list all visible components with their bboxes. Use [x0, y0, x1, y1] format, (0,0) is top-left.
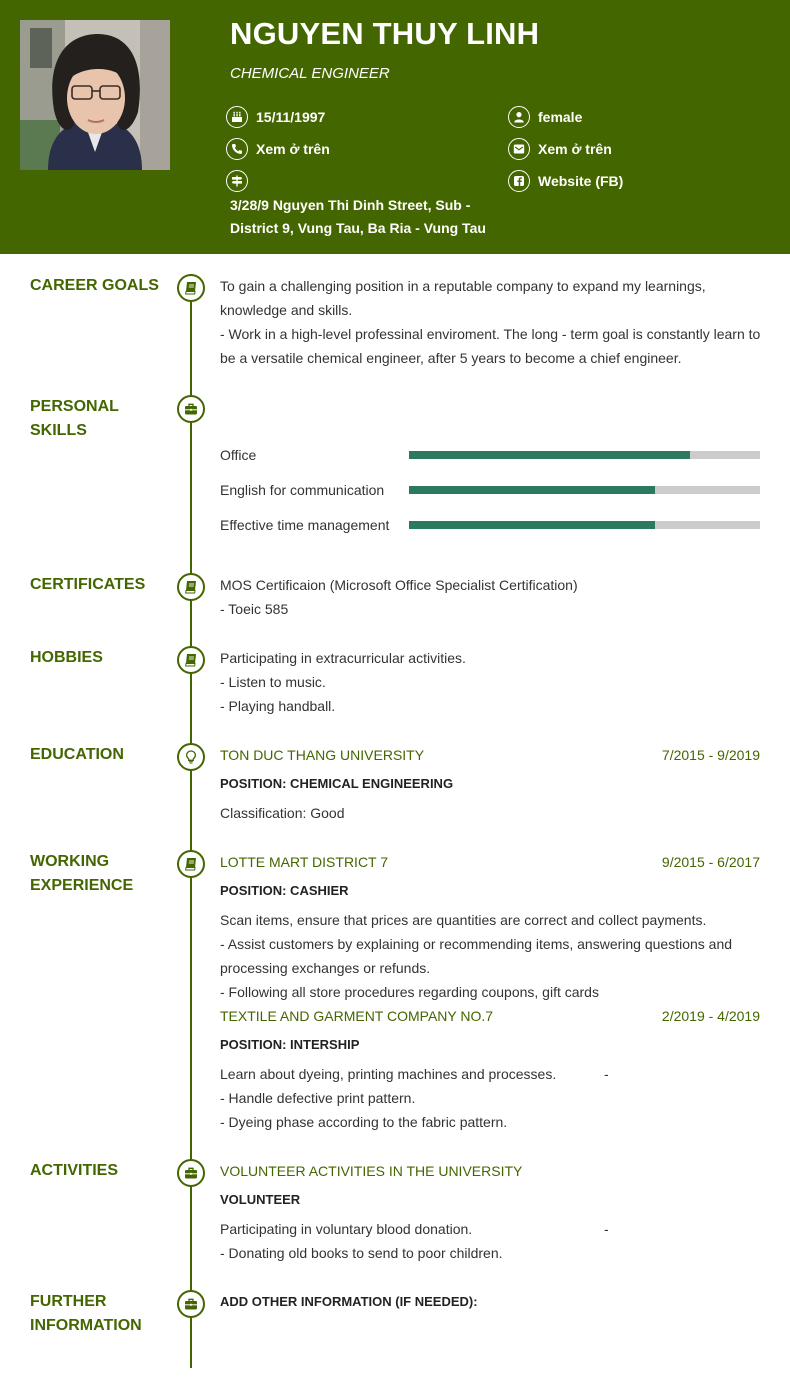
profile-header [0, 0, 790, 254]
timeline-line [190, 274, 192, 1368]
personal-skills-title: PERSONAL SKILLS [30, 398, 119, 439]
email-value: Xem ở trên [538, 141, 612, 157]
book-icon [177, 573, 205, 601]
book-icon [177, 646, 205, 674]
gender-value: female [538, 109, 583, 125]
website-info[interactable] [508, 170, 623, 192]
signpost-icon [226, 170, 248, 192]
activity-entry-name: VOLUNTEER ACTIVITIES IN THE UNIVERSITY [220, 1163, 523, 1179]
briefcase-icon [177, 1290, 205, 1318]
birthday-info [226, 106, 325, 128]
phone-value: Xem ở trên [256, 141, 330, 157]
work-entry-date: 9/2015 - 6/2017 [661, 854, 760, 870]
activities-title: ACTIVITIES [30, 1162, 119, 1179]
work-entry-name: TEXTILE AND GARMENT COMPANY NO.7 [220, 1008, 494, 1024]
book-icon [177, 274, 205, 302]
education-entry-date: 7/2015 - 9/2019 [661, 747, 760, 763]
education-title: EDUCATION [30, 746, 124, 763]
hobbies-title: HOBBIES [30, 649, 103, 666]
working-experience-title: WORKING EXPERIENCE [30, 853, 134, 894]
work-entry-text: Learn about dyeing, printing machines and processes. - Handle defective print pattern. - Dyeing phase according to the fabric pattern. [220, 1066, 557, 1130]
profile-name: NGUYEN THUY LINH [230, 16, 540, 51]
education-entry-name: TON DUC THANG UNIVERSITY [220, 747, 425, 763]
website-link[interactable]: Website (FB) [538, 173, 624, 189]
envelope-icon [508, 138, 530, 160]
skill-bar [409, 486, 760, 494]
skill-fill [409, 451, 690, 459]
dash-mark: - [604, 1221, 609, 1237]
work-entry-name: LOTTE MART DISTRICT 7 [220, 854, 389, 870]
certificates-text: MOS Certificaion (Microsoft Office Specialist Certification) - Toeic 585 [220, 577, 578, 617]
career-goals-title: CAREER GOALS [30, 277, 159, 294]
work-entry-date: 2/2019 - 4/2019 [661, 1008, 760, 1024]
user-icon [508, 106, 530, 128]
skill-fill [409, 486, 655, 494]
skill-bar [409, 521, 760, 529]
gender-info [508, 106, 582, 128]
address-info [226, 170, 256, 192]
skill-label: Office [220, 447, 257, 463]
dash-mark: - [604, 1066, 609, 1082]
education-entry-text: Classification: Good [220, 805, 345, 821]
skill-label: Effective time management [220, 517, 390, 533]
hobbies-text: Participating in extracurricular activities. - Listen to music. - Playing handball. [220, 650, 466, 714]
book-icon [177, 850, 205, 878]
birthday-value: 15/11/1997 [256, 109, 326, 125]
profile-job-title: CHEMICAL ENGINEER [230, 65, 390, 82]
work-entry-position: POSITION: CASHIER [220, 883, 349, 898]
work-entry-position: POSITION: INTERSHIP [220, 1037, 360, 1052]
facebook-icon [508, 170, 530, 192]
briefcase-icon [177, 1159, 205, 1187]
skill-label: English for communication [220, 482, 385, 498]
career-goals-text: To gain a challenging position in a reputable company to expand my learnings, knowledge and skills. - Work in a high-level professinal enviroment. The long - term goal is constantly learn to be a versatile chemical engineer, after 5 years to become a chief engineer. [220, 278, 761, 366]
cake-icon [226, 106, 248, 128]
email-info [508, 138, 612, 160]
further-information-text: ADD OTHER INFORMATION (IF NEEDED): [220, 1294, 478, 1309]
activity-entry-text: Participating in voluntary blood donation. - Donating old books to send to poor children. [220, 1221, 503, 1261]
address-value: 3/28/9 Nguyen Thi Dinh Street, Sub - District 9, Vung Tau, Ba Ria - Vung Tau [230, 197, 486, 236]
activity-entry-position: VOLUNTEER [220, 1192, 301, 1207]
phone-info [226, 138, 330, 160]
further-information-title: FURTHER INFORMATION [30, 1293, 142, 1334]
certificates-title: CERTIFICATES [30, 576, 146, 593]
lightbulb-icon [177, 743, 205, 771]
profile-photo [20, 20, 170, 170]
phone-icon [226, 138, 248, 160]
education-entry-position: POSITION: CHEMICAL ENGINEERING [220, 776, 454, 791]
briefcase-icon [177, 395, 205, 423]
skill-fill [409, 521, 655, 529]
work-entry-text: Scan items, ensure that prices are quantities are correct and collect payments. - Assist customers by explaining or recommending items, answering questions and processing exchanges or refunds. - Following all store procedures regarding coupons, gift cards [220, 912, 733, 1000]
skill-bar [409, 451, 760, 459]
